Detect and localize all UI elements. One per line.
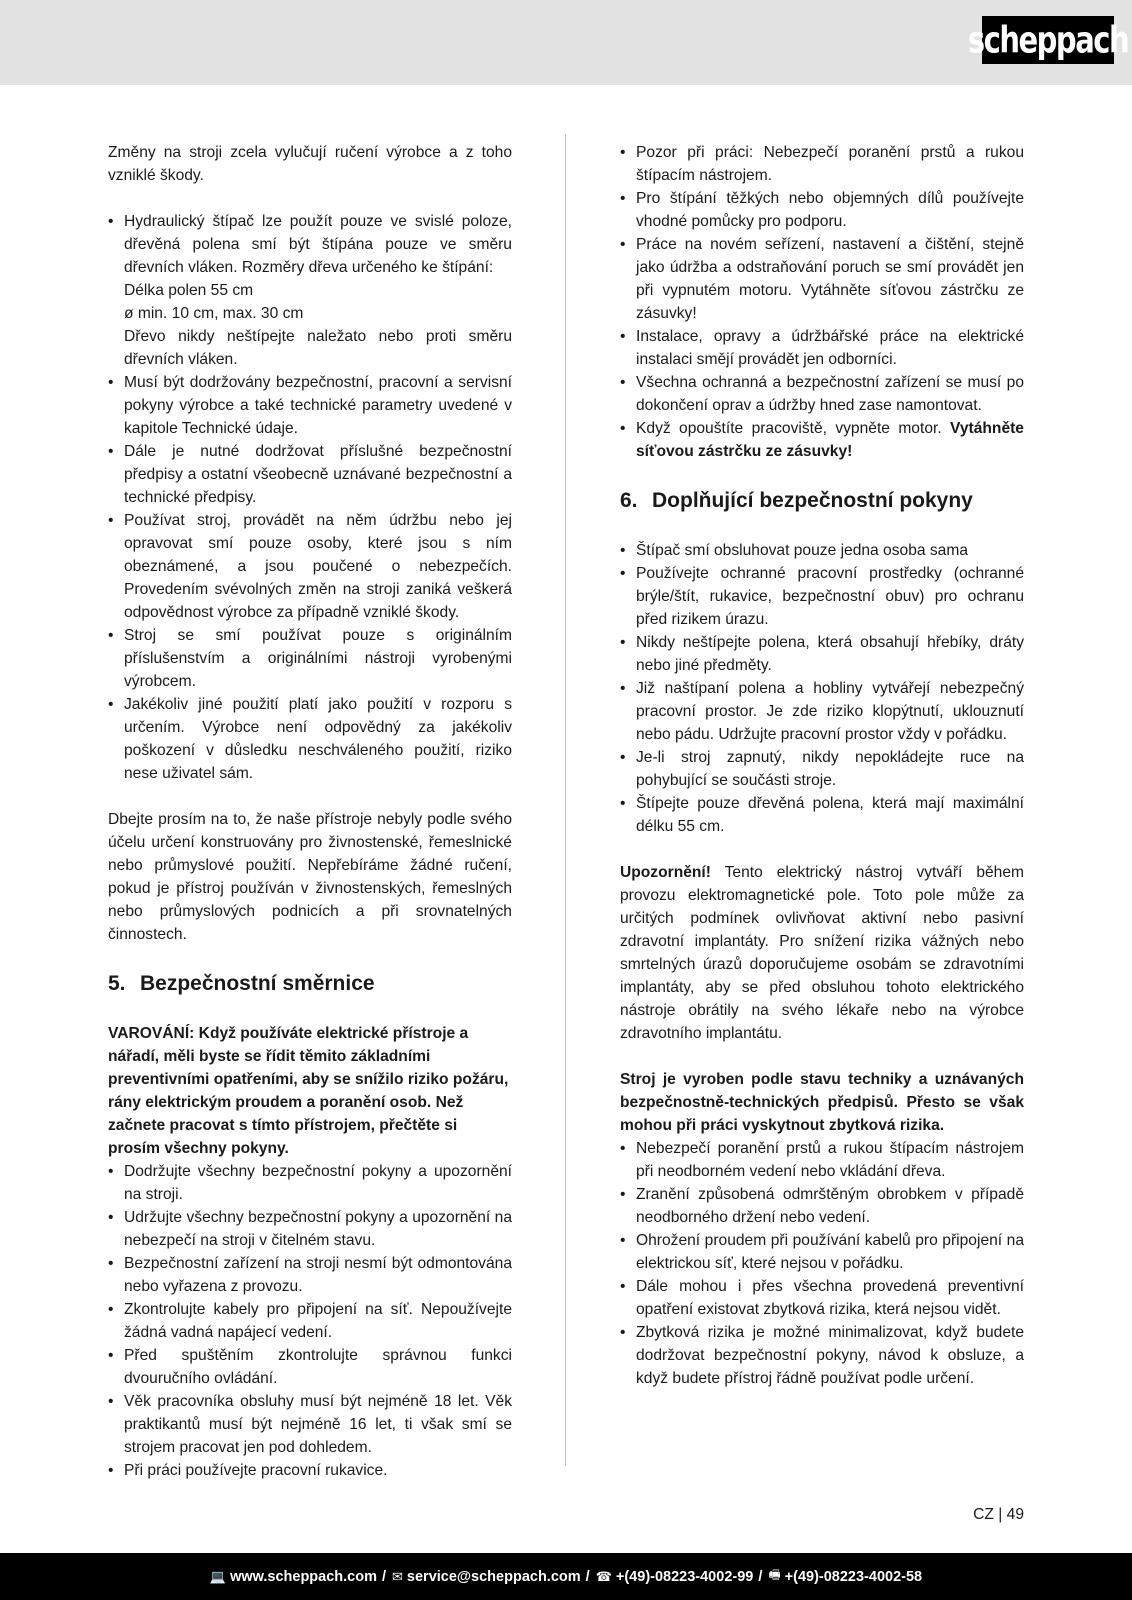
attention-text: Tento elektrický nástroj vytváří během provozu elektromagnetické pole. Toto pole může za určitých podmínek ovlivňovat aktivní nebo pasivní zdravotní implantáty. Pro snížení rizika vážných nebo smrtelných úrazů doporučujeme osobám se zdravotními implantáty, aby se před obsluhou tohoto elektrického nástroje obrátily na svého lékaře nebo na výrobce zdravotního implantátu. [620, 864, 1024, 1042]
list-item: • Dále je nutné dodržovat příslušné bezpečnostní předpisy a ostatní všeobecně uznávané bezpečnostní a technické předpisy. [108, 440, 512, 509]
list-item: • Ohrožení proudem při používání kabelů pro připojení na elektrickou síť, které nejsou v pořádku. [620, 1229, 1024, 1275]
list-item: • Štípač smí obsluhovat pouze jedna osoba sama [620, 539, 1024, 562]
separator: / [381, 1568, 387, 1585]
left-column [108, 141, 512, 1482]
list-item: • Udržujte všechny bezpečnostní pokyny a upozornění na nebezpečí na stroji v čitelném stavu. [108, 1206, 512, 1252]
phone-number: +(49)-08223-4002-99 [615, 1568, 754, 1585]
list-item-line: • Hydraulický štípač lze použít pouze ve svislé poloze, dřevěná polena smí být štípána pouze ve směru dřevních vláken. Rozměry dřeva určeného ke štípání: [124, 213, 512, 276]
list-item: • Práce na novém seřízení, nastavení a čištění, stejně jako údržba a odstraňování poruch se smí provádět jen při vypnutém motoru. Vytáhněte síťovou zástrčku ze zásuvky! [620, 233, 1024, 325]
attention-label: Upozornění! [620, 864, 711, 881]
notice-paragraph: Dbejte prosím na to, že naše přístroje nebyly podle svého účelu určení konstruovány pro živnostenské, řemeslnické nebo průmyslové použití. Nepřebíráme žádné ručení, pokud je přístroj používán v živnostenských, řemeslných nebo průmyslových podnicích a při srovnatelných činnostech. [108, 811, 512, 943]
list-item: • Před spuštěním zkontrolujte správnou funkci dvouručního ovládání. [108, 1344, 512, 1390]
list-item: • Bezpečnostní zařízení na stroji nesmí být odmontována nebo vyřazena z provozu. [108, 1252, 512, 1298]
website-link[interactable]: www.scheppach.com [230, 1568, 377, 1585]
section-title: Bezpečnostní směrnice [140, 972, 375, 995]
list-item: • Při práci používejte pracovní rukavice. [108, 1459, 512, 1482]
section-number: 6. [620, 489, 638, 512]
section-number: 5. [108, 972, 126, 995]
list-item [620, 417, 1024, 463]
intro-paragraph: Změny na stroji zcela vylučují ručení výrobce a z toho vzniklé škody. [108, 144, 512, 184]
safety-list [108, 1160, 512, 1482]
list-item: • Již naštípaní polena a hobliny vytvářejí nebezpečný pracovní prostor. Je zde riziko klopýtnutí, uklouznutí nebo pádu. Udržujte pracovní prostor vždy v pořádku. [620, 677, 1024, 746]
footer-bar [0, 1553, 1132, 1600]
column-divider [565, 134, 566, 1466]
email-link[interactable]: service@scheppach.com [406, 1568, 581, 1585]
list-item-emphasis: Vytáhněte síťovou zástrčku ze zásuvky! [636, 420, 1024, 460]
list-item: • Zranění způsobená odmrštěným obrobkem v případě neodborného držení nebo vedení. [620, 1183, 1024, 1229]
header-band [0, 0, 1132, 85]
section-5-heading [108, 969, 512, 999]
list-item: • Dále mohou i přes všechna provedená preventivní opatření existovat zbytková rizika, která nejsou vidět. [620, 1275, 1024, 1321]
separator: / [585, 1568, 590, 1585]
list-item: • Je-li stroj zapnutý, nikdy nepokládejte ruce na pohybující se součásti stroje. [620, 746, 1024, 792]
list-item: • Musí být dodržovány bezpečnostní, pracovní a servisní pokyny výrobce a také technické parametry uvedené v kapitole Technické údaje. [108, 371, 512, 440]
additional-safety-list [620, 539, 1024, 838]
right-column [620, 141, 1024, 1390]
page-number: CZ | 49 [973, 1506, 1024, 1523]
list-item: • Stroj se smí používat pouze s originálním příslušenstvím a originálními nástroji vyrobenými výrobcem. [108, 624, 512, 693]
list-item: • Zbytková rizika je možné minimalizovat, když budete dodržovat bezpečnostní pokyny, návod k obsluze, a když budete přístroj řádně používat podle určení. [620, 1321, 1024, 1390]
scheppach-logo: scheppach [982, 16, 1114, 64]
list-item: • Zkontrolujte kabely pro připojení na síť. Nepoužívejte žádná vadná napájecí vedení. [108, 1298, 512, 1344]
list-item-line: ø min. 10 cm, max. 30 cm [124, 305, 304, 322]
list-item: • Dodržujte všechny bezpečnostní pokyny a upozornění na stroji. [108, 1160, 512, 1206]
section-title: Doplňující bezpečnostní pokyny [652, 489, 973, 512]
list-item: • Věk pracovníka obsluhy musí být nejméně 18 let. Věk praktikantů musí být nejméně 16 let, ti však smí se strojem pracovat jen pod dohledem. [108, 1390, 512, 1459]
list-item-text: Když opouštíte pracoviště, vypněte motor. [636, 420, 942, 437]
section-6-heading [620, 486, 1024, 516]
usage-list [108, 210, 512, 785]
list-item-line: Délka polen 55 cm [124, 282, 254, 299]
fax-number: +(49)-08223-4002-58 [784, 1568, 923, 1585]
warning-paragraph: VAROVÁNÍ: Když používáte elektrické přístroje a nářadí, měli byste se řídit těmito základními preventivními opatřeními, aby se snížilo riziko požáru, rány elektrickým proudem a poranění osob. Než začnete pracovat s tímto přístrojem, přečtěte si prosím všechny pokyny. [108, 1025, 509, 1157]
separator: / [758, 1568, 763, 1585]
mail-icon: ✉ [392, 1568, 403, 1584]
list-item [108, 210, 512, 371]
list-item: • Štípejte pouze dřevěná polena, která mají maximální délku 55 cm. [620, 792, 1024, 838]
phone-icon: ☎ [595, 1568, 612, 1584]
list-item: • Pro štípání těžkých nebo objemných dílů používejte vhodné pomůcky pro podporu. [620, 187, 1024, 233]
computer-icon: 💻 [209, 1568, 227, 1584]
list-item: • Jakékoliv jiné použití platí jako použití v rozporu s určením. Výrobce není odpovědný za jakékoliv poškození v důsledku neschváleného použití, riziko nese uživatel sám. [108, 693, 512, 785]
attention-paragraph [620, 861, 1024, 1045]
list-item: • Pozor při práci: Nebezpečí poranění prstů a rukou štípacím nástrojem. [620, 141, 1024, 187]
list-item: • Nebezpečí poranění prstů a rukou štípacím nástrojem při neodborném vedení nebo vkládání dřeva. [620, 1137, 1024, 1183]
residual-risk-intro: Stroj je vyroben podle stavu techniky a uznávaných bezpečnostně-technických předpisů. Přesto se však mohou při práci vyskytnout zbytková rizika. [620, 1071, 1024, 1134]
list-item: • Všechna ochranná a bezpečnostní zařízení se musí po dokončení oprav a údržby hned zase namontovat. [620, 371, 1024, 417]
residual-risk-list [620, 1137, 1024, 1390]
safety-list-continued [620, 141, 1024, 463]
list-item: • Používat stroj, provádět na něm údržbu nebo jej opravovat smí pouze osoby, které jsou s ním obeznámené, a jsou poučené o nebezpečích. Provedením svévolných změn na stroji zaniká veškerá odpovědnost výrobce za případně vzniklé škody. [108, 509, 512, 624]
list-item: • Používejte ochranné pracovní prostředky (ochranné brýle/štít, rukavice, bezpečnostní obuv) pro ochranu před rizikem úrazu. [620, 562, 1024, 631]
list-item-line: Dřevo nikdy neštípejte naležato nebo proti směru dřevních vláken. [124, 328, 512, 368]
fax-icon: 🖷 [768, 1566, 781, 1582]
list-item: • Nikdy neštípejte polena, která obsahují hřebíky, dráty nebo jiné předměty. [620, 631, 1024, 677]
list-item: • Instalace, opravy a údržbářské práce na elektrické instalaci smějí provádět jen odborníci. [620, 325, 1024, 371]
